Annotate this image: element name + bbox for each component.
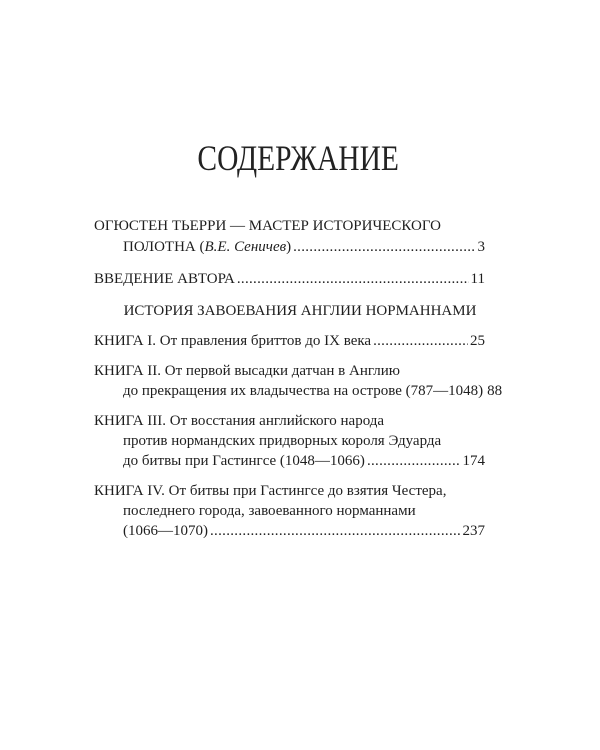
dot-leader xyxy=(293,238,475,257)
toc-page-number: 3 xyxy=(477,239,485,255)
toc-entry-book4-line3[interactable] xyxy=(123,522,485,541)
toc-entry-author: В.Е. Сеничев xyxy=(204,239,287,255)
toc-entry-text: (1066—1070) xyxy=(123,523,208,539)
toc-entry-text xyxy=(123,238,291,257)
toc-entry-intro-article-line2[interactable] xyxy=(123,238,485,257)
dot-leader xyxy=(373,332,468,351)
toc-entry-author-intro[interactable] xyxy=(94,270,485,289)
toc-entry-text: КНИГА I. От правления бриттов до IX века xyxy=(94,333,372,349)
page-title: СОДЕРЖАНИЕ xyxy=(197,138,399,178)
toc-entry-text: до битвы при Гастингсе (1048—1066) xyxy=(123,453,365,469)
toc-entry-book3-line1 xyxy=(94,412,494,431)
toc-entry-text-part: ) xyxy=(286,239,292,255)
toc-page-number: 174 xyxy=(462,453,485,469)
toc-entry-book3-line2 xyxy=(123,432,493,451)
toc-entry-text: КНИГА IV. От битвы при Гастингсе до взятия Честера, xyxy=(94,483,447,499)
toc-entry-text: КНИГА II. От первой высадки датчан в Англию xyxy=(94,363,400,379)
toc-entry-text: ВВЕДЕНИЕ АВТОРА xyxy=(94,271,235,287)
section-heading: ИСТОРИЯ ЗАВОЕВАНИЯ АНГЛИИ НОРМАННАМИ xyxy=(123,303,477,319)
toc-entry-book1[interactable] xyxy=(94,332,485,351)
toc-entry-book2-line1 xyxy=(94,362,494,381)
dot-leader xyxy=(237,270,469,289)
toc-entry-text: против нормандских придворных короля Эдуарда xyxy=(123,433,442,449)
dot-leader xyxy=(367,452,461,471)
toc-entry-book4-line2 xyxy=(123,502,493,521)
toc-entry-intro-article-line1 xyxy=(94,217,494,236)
toc-entry-text: КНИГА III. От восстания английского народа xyxy=(94,413,385,429)
toc-entry-text: до прекращения их владычества на острове (787—1048) xyxy=(123,383,484,399)
dot-leader xyxy=(210,522,461,541)
toc-entry-book2-line2[interactable] xyxy=(123,382,503,401)
toc-page-number: 88 xyxy=(487,383,503,399)
toc-entry-text-part: ПОЛОТНА ( xyxy=(123,239,205,255)
toc-page-number: 237 xyxy=(462,523,485,539)
toc-entry-book4-line1 xyxy=(94,482,494,501)
toc-entry-book3-line3[interactable] xyxy=(123,452,485,471)
toc-entry-text: последнего города, завоеванного норманнами xyxy=(123,503,416,519)
toc-page-number: 25 xyxy=(470,333,485,349)
toc-page-number: 11 xyxy=(470,271,485,287)
toc-entry-text: ОГЮСТЕН ТЬЕРРИ — МАСТЕР ИСТОРИЧЕСКОГО xyxy=(94,218,441,234)
